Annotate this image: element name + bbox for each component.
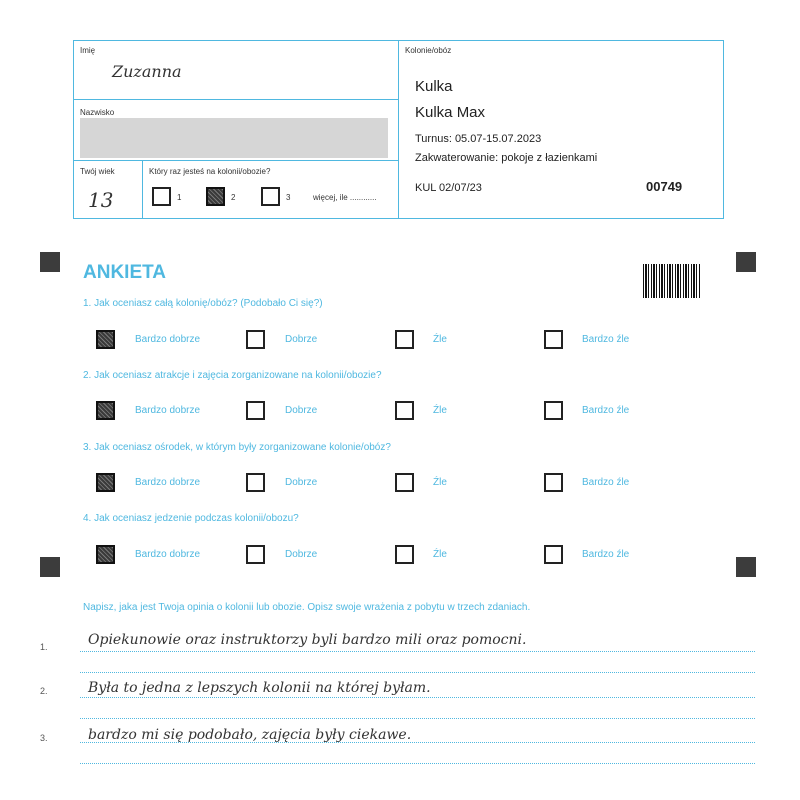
wiek-label: Twój wiek [80,167,115,176]
times-checkbox-1[interactable] [152,187,171,206]
question-4-text: 4. Jak oceniasz jedzenie podczas kolonii/obozu? [83,513,299,524]
times-checkbox-2[interactable] [206,187,225,206]
q2-checkbox-bardzo-dobrze[interactable] [96,401,115,420]
nazwisko-label: Nazwisko [80,108,115,117]
opinion-line-3-text[interactable]: bardzo mi się podobało, zajęcia były ciekawe. [88,727,412,743]
opinion-line-3-rule-b [80,763,755,764]
opinion-line-2-rule-b [80,718,755,719]
times-option-2: 2 [231,193,236,202]
question-2-text: 2. Jak oceniasz atrakcje i zajęcia zorganizowane na kolonii/obozie? [83,370,382,381]
q4-option-bardzo-zle: Bardzo źle [582,549,630,560]
q3-checkbox-bardzo-dobrze[interactable] [96,473,115,492]
q3-checkbox-dobrze[interactable] [246,473,265,492]
registration-marker-top-left [40,252,60,272]
header-divider-h2 [73,160,398,161]
q1-checkbox-zle[interactable] [395,330,414,349]
code-text: KUL 02/07/23 [415,182,482,194]
q3-option-bardzo-zle: Bardzo źle [582,477,630,488]
q3-option-dobrze: Dobrze [285,477,318,488]
question-3-text: 3. Jak oceniasz ośrodek, w którym były zorganizowane kolonie/obóz? [83,442,391,453]
times-more-label: więcej, ile ............ [313,193,377,202]
header-divider-v [398,40,399,219]
colony-name-1: Kulka [415,78,453,95]
colony-label: Kolonie/obóz [405,46,452,55]
registration-marker-top-right [736,252,756,272]
q4-checkbox-bardzo-zle[interactable] [544,545,563,564]
q2-option-bardzo-dobrze: Bardzo dobrze [135,405,201,416]
opinion-line-2-number: 2. [40,686,48,696]
q1-option-dobrze: Dobrze [285,334,318,345]
q4-option-bardzo-dobrze: Bardzo dobrze [135,549,201,560]
q2-checkbox-dobrze[interactable] [246,401,265,420]
q3-option-bardzo-dobrze: Bardzo dobrze [135,477,201,488]
opinion-line-1-rule [80,651,755,652]
turnus-text: Turnus: 05.07-15.07.2023 [415,133,542,145]
opinion-line-2-rule [80,697,755,698]
q2-checkbox-bardzo-zle[interactable] [544,401,563,420]
question-1-text: 1. Jak oceniasz całą kolonię/obóz? (Podobało Ci się?) [83,298,323,309]
q1-option-zle: Źle [433,334,447,345]
times-option-3: 3 [286,193,291,202]
q3-checkbox-zle[interactable] [395,473,414,492]
q1-option-bardzo-zle: Bardzo źle [582,334,630,345]
times-checkbox-3[interactable] [261,187,280,206]
survey-title: ANKIETA [83,262,167,283]
nazwisko-redacted [80,118,388,158]
q4-option-dobrze: Dobrze [285,549,318,560]
q4-option-zle: Źle [433,549,447,560]
wiek-value[interactable]: 13 [88,188,114,212]
accommodation-text: Zakwaterowanie: pokoje z łazienkami [415,152,598,164]
q4-checkbox-dobrze[interactable] [246,545,265,564]
q2-option-dobrze: Dobrze [285,405,318,416]
barcode [643,264,700,298]
q2-option-bardzo-zle: Bardzo źle [582,405,630,416]
header-divider-h1 [73,99,398,100]
q2-option-zle: Źle [433,405,447,416]
opinion-line-1-text[interactable]: Opiekunowie oraz instruktorzy byli bardzo mili oraz pomocni. [88,632,527,648]
times-option-1: 1 [177,193,182,202]
imie-label: Imię [80,46,96,55]
opinion-line-2-text[interactable]: Była to jedna z lepszych kolonii na której byłam. [88,680,431,696]
registration-marker-bottom-right [736,557,756,577]
colony-name-2: Kulka Max [415,104,486,121]
header-divider-v2 [142,160,143,219]
q4-checkbox-zle[interactable] [395,545,414,564]
opinion-line-3-rule [80,742,755,743]
opinion-line-1-number: 1. [40,642,48,652]
q3-checkbox-bardzo-zle[interactable] [544,473,563,492]
times-label: Który raz jesteś na kolonii/obozie? [149,167,271,176]
opinion-line-1-rule-b [80,672,755,673]
q1-checkbox-bardzo-zle[interactable] [544,330,563,349]
opinion-prompt: Napisz, jaka jest Twoja opinia o kolonii lub obozie. Opisz swoje wrażenia z pobytu w trzech zdaniach. [83,602,531,613]
q3-option-zle: Źle [433,477,447,488]
q2-checkbox-zle[interactable] [395,401,414,420]
q1-checkbox-dobrze[interactable] [246,330,265,349]
imie-value[interactable]: Zuzanna [112,62,182,81]
q4-checkbox-bardzo-dobrze[interactable] [96,545,115,564]
registration-marker-bottom-left [40,557,60,577]
opinion-line-3-number: 3. [40,733,48,743]
q1-checkbox-bardzo-dobrze[interactable] [96,330,115,349]
form-number: 00749 [646,179,683,194]
q1-option-bardzo-dobrze: Bardzo dobrze [135,334,201,345]
